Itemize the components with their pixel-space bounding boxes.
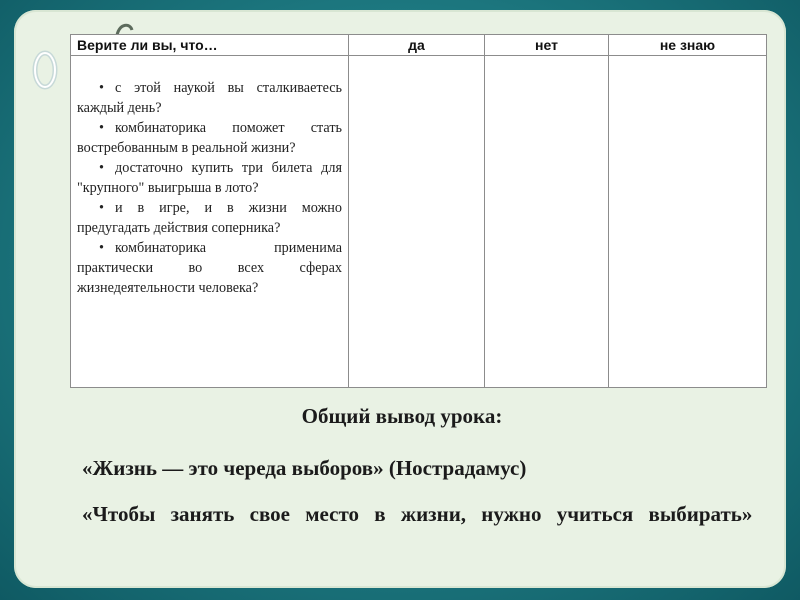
- quote-choose: «Чтобы занять свое место в жизни, нужно учиться выбирать»: [82, 502, 753, 526]
- bullet-icon: •: [99, 80, 104, 96]
- question-item: [77, 238, 342, 298]
- lesson-conclusion: [82, 404, 762, 543]
- slide: [14, 10, 786, 588]
- answer-cell-dont-know[interactable]: [609, 56, 767, 388]
- conclusion-title: Общий вывод урока:: [301, 404, 503, 428]
- table-header-row: [71, 35, 767, 56]
- answer-cell-yes[interactable]: [349, 56, 485, 388]
- question-text: комбинаторика применима практически во всех сферах жизнедеятельности человека?: [77, 240, 342, 296]
- quiz-table: [70, 34, 767, 388]
- column-header-yes: да: [349, 35, 485, 56]
- question-text: с этой наукой вы сталкиваетесь каждый день?: [77, 80, 342, 116]
- column-header-question: Верите ли вы, что…: [71, 35, 349, 56]
- bullet-icon: •: [99, 160, 104, 176]
- questions-cell: [71, 56, 349, 388]
- column-header-dont-know: не знаю: [609, 35, 767, 56]
- column-header-no: нет: [485, 35, 609, 56]
- question-item: [77, 118, 342, 158]
- question-item: [77, 158, 342, 198]
- question-item: [77, 78, 342, 118]
- question-text: достаточно купить три билета для "крупного" выигрыша в лото?: [77, 160, 342, 196]
- bullet-icon: •: [99, 120, 104, 136]
- question-text: и в игре, и в жизни можно предугадать действия соперника?: [77, 200, 342, 236]
- quote-nostradamus: «Жизнь — это череда выборов» (Нострадамус): [82, 456, 527, 480]
- answer-cell-no[interactable]: [485, 56, 609, 388]
- table-row: [71, 56, 767, 388]
- bullet-icon: •: [99, 200, 104, 216]
- bullet-icon: •: [99, 240, 104, 256]
- question-text: комбинаторика поможет стать востребованным в реальной жизни?: [77, 120, 342, 156]
- question-item: [77, 198, 342, 238]
- ring-decoration-icon: [30, 48, 60, 92]
